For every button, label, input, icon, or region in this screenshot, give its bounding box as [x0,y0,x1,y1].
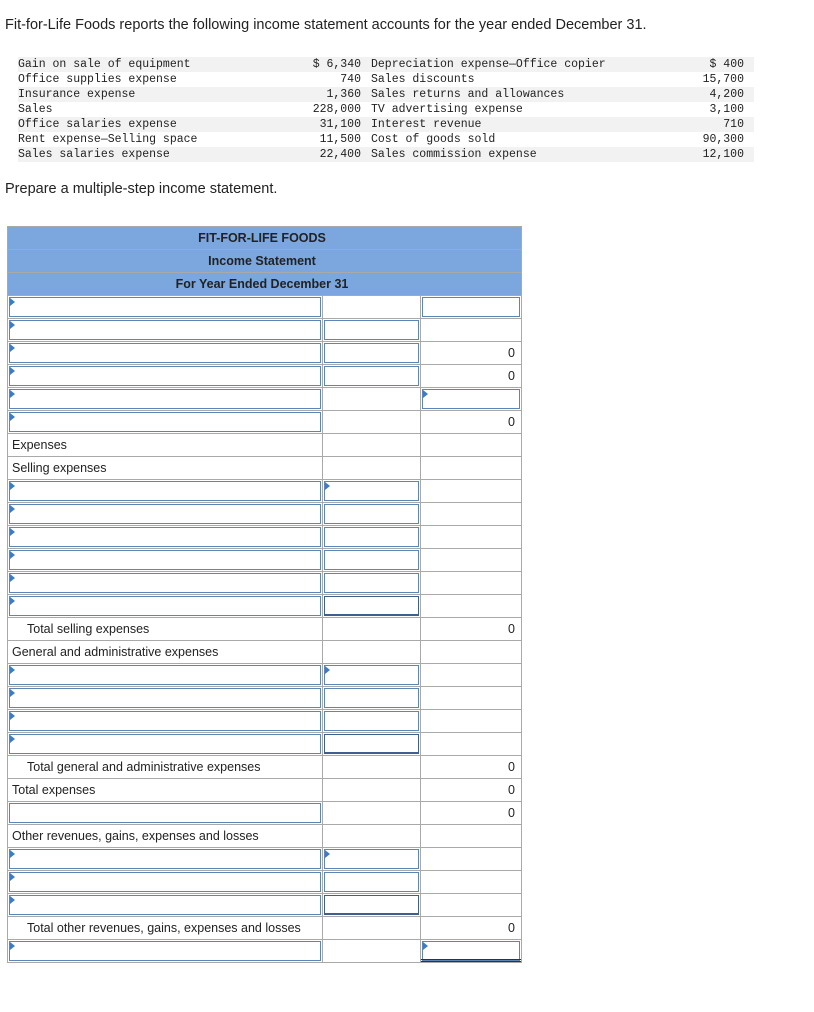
account-row [18,117,754,132]
dropdown-arrow-icon [10,735,15,743]
dropdown-arrow-icon [10,942,15,950]
account-select[interactable] [9,941,321,961]
amount-input[interactable] [324,872,419,892]
statement-row [8,617,521,640]
dropdown-arrow-icon [10,390,15,398]
statement-row [8,548,521,571]
statement-row [8,870,521,893]
statement-row [8,939,521,962]
amount-input[interactable] [324,343,419,363]
dropdown-arrow-icon [10,574,15,582]
dropdown-arrow-icon [10,689,15,697]
statement-row [8,502,521,525]
account-name: Cost of goods sold [371,133,496,146]
account-value: 1,360 [326,88,361,101]
total-other-label: Total other revenues, gains, expenses and losses [27,921,301,935]
computed-total: 0 [508,346,515,360]
amount-input[interactable] [324,711,419,731]
instructions: Prepare a multiple-step income statement. [5,181,278,197]
statement-row [8,686,521,709]
account-row [18,102,754,117]
statement-row [8,663,521,686]
account-select[interactable] [9,343,321,363]
account-select[interactable] [9,412,321,432]
selling-expenses-heading: Selling expenses [12,461,107,475]
statement-row [8,801,521,824]
amount-input[interactable] [324,481,419,501]
account-value: 90,300 [702,133,744,146]
account-name: Sales returns and allowances [371,88,565,101]
income-statement-form [7,226,522,963]
statement-row [8,778,521,801]
computed-total: 0 [508,369,515,383]
account-value: 228,000 [312,103,361,116]
dropdown-arrow-icon [10,666,15,674]
dropdown-arrow-icon [423,390,428,398]
amount-input[interactable] [324,550,419,570]
gen-admin-heading: General and administrative expenses [12,645,219,659]
amount-input[interactable] [324,688,419,708]
account-value: $ 400 [709,58,744,71]
statement-row [8,847,521,870]
account-value: 710 [723,118,744,131]
account-select[interactable] [9,872,321,892]
statement-row [8,387,521,410]
dropdown-arrow-icon [10,528,15,536]
dropdown-arrow-icon [325,482,330,490]
account-select[interactable] [9,711,321,731]
statement-row [8,916,521,939]
account-name: Insurance expense [18,88,136,101]
account-value: 3,100 [709,103,744,116]
account-value: 15,700 [702,73,744,86]
amount-input[interactable] [324,320,419,340]
total-selling-label: Total selling expenses [27,622,150,636]
dropdown-arrow-icon [325,850,330,858]
computed-total: 0 [508,622,515,636]
statement-row [8,594,521,617]
net-income-input[interactable] [422,941,520,961]
account-select[interactable] [9,596,321,616]
account-row [18,147,754,162]
dropdown-arrow-icon [10,298,15,306]
dropdown-arrow-icon [10,505,15,513]
amount-input[interactable] [324,849,419,869]
account-select[interactable] [9,803,321,823]
dropdown-arrow-icon [325,666,330,674]
amount-input[interactable] [324,596,419,616]
dropdown-arrow-icon [10,597,15,605]
amount-input[interactable] [324,895,419,915]
amount-input[interactable] [324,366,419,386]
statement-row [8,571,521,594]
account-row [18,87,754,102]
amount-input[interactable] [324,504,419,524]
expenses-heading: Expenses [12,438,67,452]
dropdown-arrow-icon [10,413,15,421]
dropdown-arrow-icon [10,896,15,904]
statement-row [8,732,521,755]
statement-period: For Year Ended December 31 [8,272,521,295]
total-gen-admin-label: Total general and administrative expenses [27,760,261,774]
statement-title: Income Statement [8,249,521,272]
statement-row [8,479,521,502]
account-value: 22,400 [319,148,361,161]
double-underline [421,959,521,962]
account-select[interactable] [9,389,321,409]
account-name: Sales discounts [371,73,475,86]
statement-row [8,295,521,318]
account-select[interactable] [9,688,321,708]
account-select[interactable] [9,895,321,915]
account-select[interactable] [9,527,321,547]
account-name: Interest revenue [371,118,482,131]
computed-total: 0 [508,806,515,820]
accounts-table [18,57,754,162]
account-select[interactable] [9,550,321,570]
account-name: Office salaries expense [18,118,177,131]
statement-row [8,640,521,663]
statement-row [8,341,521,364]
account-name: Rent expense—Selling space [18,133,198,146]
statement-row [8,410,521,433]
statement-row [8,318,521,341]
amount-input[interactable] [422,389,520,409]
dropdown-arrow-icon [10,712,15,720]
account-name: Sales commission expense [371,148,537,161]
statement-row [8,824,521,847]
dropdown-arrow-icon [10,367,15,375]
company-name: FIT-FOR-LIFE FOODS [8,226,521,249]
statement-row [8,433,521,456]
computed-total: 0 [508,415,515,429]
account-select[interactable] [9,734,321,754]
problem-intro: Fit-for-Life Foods reports the following income statement accounts for the year ended December 31. [5,17,647,33]
account-select[interactable] [9,297,321,317]
account-select[interactable] [9,849,321,869]
account-select[interactable] [9,665,321,685]
account-row [18,132,754,147]
account-select[interactable] [9,573,321,593]
account-name: Sales [18,103,53,116]
other-heading: Other revenues, gains, expenses and losses [12,829,259,843]
dropdown-arrow-icon [10,551,15,559]
dropdown-arrow-icon [10,850,15,858]
account-row [18,57,754,72]
statement-row [8,364,521,387]
total-expenses-label: Total expenses [12,783,96,797]
computed-total: 0 [508,921,515,935]
account-select[interactable] [9,320,321,340]
statement-row [8,456,521,479]
account-value: 4,200 [709,88,744,101]
account-name: Sales salaries expense [18,148,170,161]
statement-row [8,525,521,548]
amount-input[interactable] [324,573,419,593]
account-name: TV advertising expense [371,103,523,116]
amount-input[interactable] [324,527,419,547]
dropdown-arrow-icon [10,321,15,329]
account-value: 740 [340,73,361,86]
dropdown-arrow-icon [10,873,15,881]
account-row [18,72,754,87]
statement-row [8,755,521,778]
account-select[interactable] [9,366,321,386]
account-name: Office supplies expense [18,73,177,86]
account-value: 11,500 [319,133,361,146]
amount-input[interactable] [422,297,520,317]
computed-total: 0 [508,783,515,797]
account-value: 31,100 [319,118,361,131]
account-value: $ 6,340 [312,58,361,71]
statement-row [8,709,521,732]
dropdown-arrow-icon [10,344,15,352]
statement-row [8,893,521,916]
account-select[interactable] [9,481,321,501]
dropdown-arrow-icon [10,482,15,490]
computed-total: 0 [508,760,515,774]
dropdown-arrow-icon [423,942,428,950]
account-name: Depreciation expense—Office copier [371,58,606,71]
account-select[interactable] [9,504,321,524]
account-name: Gain on sale of equipment [18,58,191,71]
amount-input[interactable] [324,665,419,685]
account-value: 12,100 [702,148,744,161]
amount-input[interactable] [324,734,419,754]
